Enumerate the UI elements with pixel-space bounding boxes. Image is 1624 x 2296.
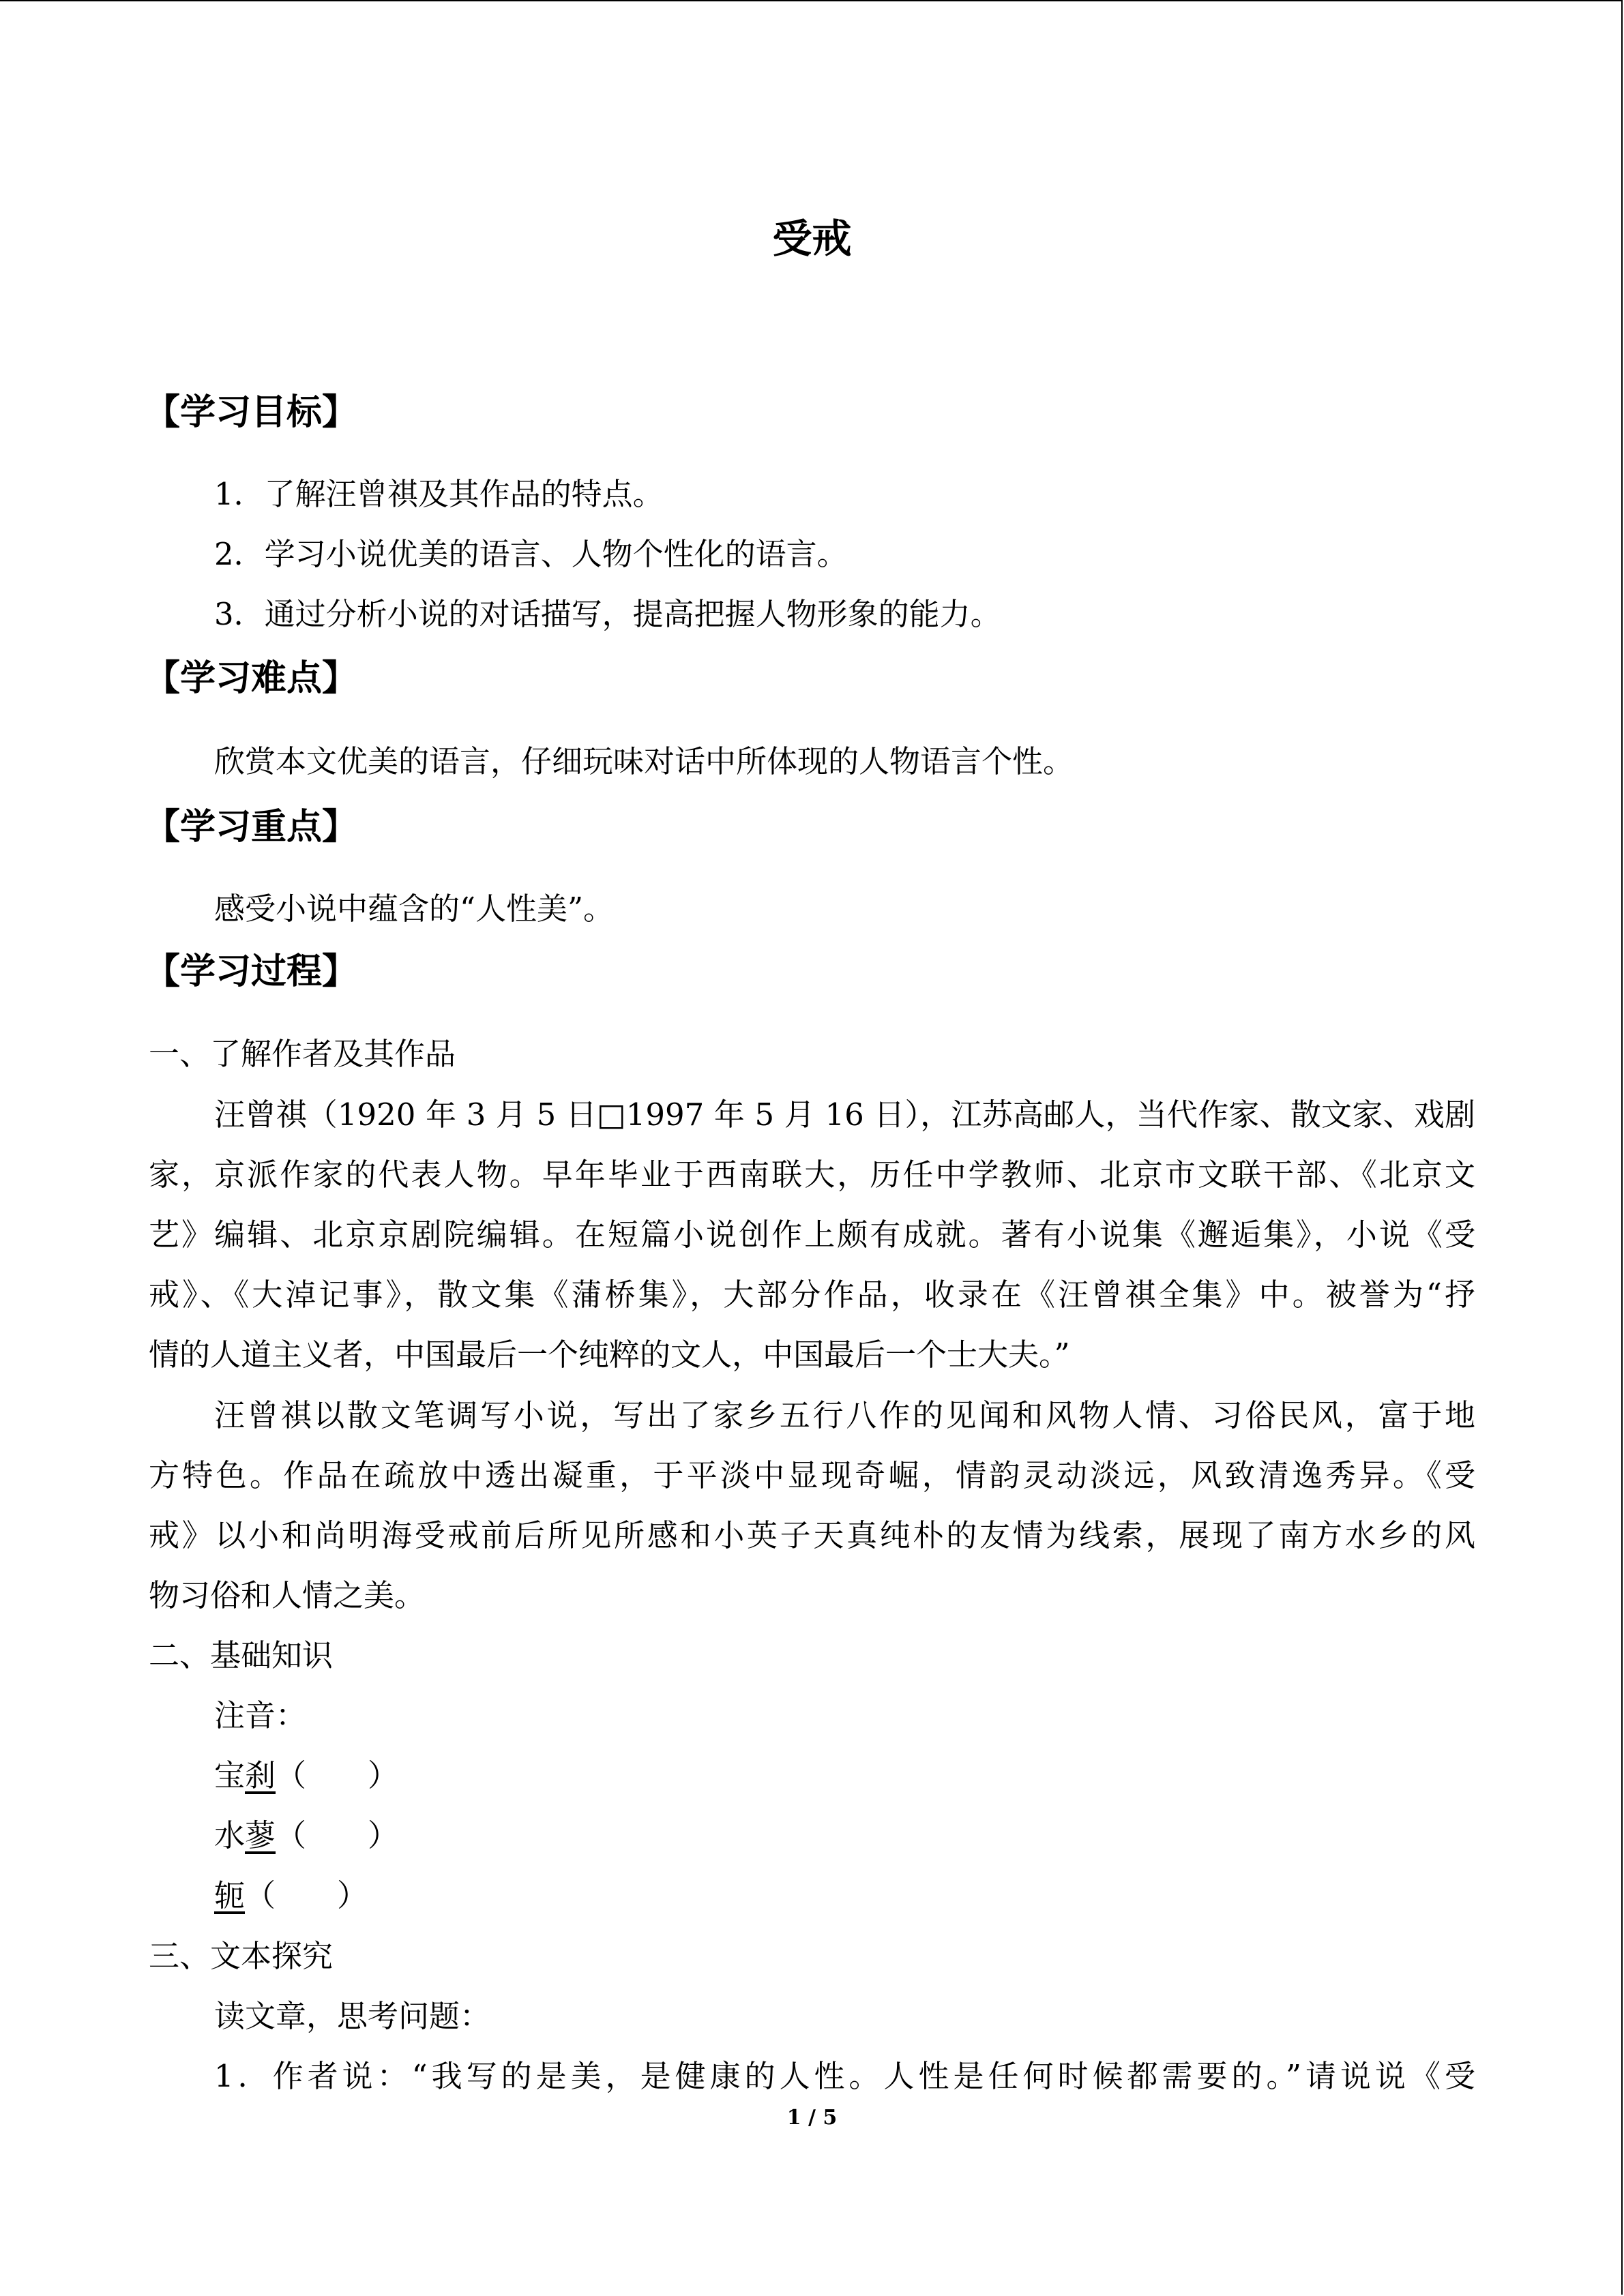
answer-blank: （ ） bbox=[276, 1757, 399, 1793]
underlined-char: 蓼 bbox=[245, 1817, 276, 1853]
heading-goals: 【学习目标】 bbox=[145, 392, 358, 433]
pinyin-item-baocha bbox=[214, 1755, 398, 1796]
heading-difficulty: 【学习难点】 bbox=[145, 658, 358, 699]
paragraph-line: 汪曾祺以散文笔调写小说，写出了家乡五行八作的见闻和风物人情、习俗民风，富于地 bbox=[214, 1397, 1475, 1433]
word-prefix: 宝 bbox=[214, 1757, 246, 1793]
goal-item: 3．通过分析小说的对话描写，提高把握人物形象的能力。 bbox=[214, 596, 1001, 632]
paragraph-line: 戒》、《大淖记事》，散文集《蒲桥集》，大部分作品，收录在《汪曾祺全集》中。被誉为“抒 bbox=[149, 1277, 1475, 1313]
goal-item: 2．学习小说优美的语言、人物个性化的语言。 bbox=[214, 536, 848, 572]
word-prefix: 水 bbox=[214, 1817, 246, 1853]
paragraph-line: 方特色。作品在疏放中透出凝重，于平淡中显现奇崛，情韵灵动淡远，风致清逸秀异。《受 bbox=[149, 1457, 1475, 1493]
page-number: 1 / 5 bbox=[786, 2106, 838, 2130]
page-title: 受戒 bbox=[772, 215, 852, 262]
paragraph-line: 艺》编辑、北京京剧院编辑。在短篇小说创作上颇有成就。著有小说集《邂逅集》，小说《受 bbox=[149, 1217, 1475, 1253]
answer-blank: （ ） bbox=[245, 1877, 368, 1913]
paragraph-line: 物习俗和人情之美。 bbox=[149, 1577, 426, 1613]
focus-text: 感受小说中蕴含的“人性美”。 bbox=[214, 891, 615, 927]
underlined-char: 轭 bbox=[214, 1877, 246, 1913]
question-1: 1．作者说：“我写的是美，是健康的人性。人性是任何时候都需要的。”请说说《受 bbox=[214, 2058, 1475, 2094]
pinyin-item-e bbox=[214, 1875, 368, 1916]
heading-focus: 【学习重点】 bbox=[145, 807, 358, 848]
paragraph-line: 家，京派作家的代表人物。早年毕业于西南联大，历任中学教师、北京市文联干部、《北京文 bbox=[149, 1157, 1475, 1193]
answer-blank: （ ） bbox=[276, 1817, 399, 1853]
pinyin-item-shuiliao bbox=[214, 1815, 398, 1856]
heading-process: 【学习过程】 bbox=[145, 951, 358, 992]
part2-title: 二、基础知识 bbox=[149, 1637, 334, 1673]
pinyin-label: 注音： bbox=[214, 1697, 307, 1733]
underlined-char: 刹 bbox=[245, 1757, 276, 1793]
difficulty-text: 欣赏本文优美的语言，仔细玩味对话中所体现的人物语言个性。 bbox=[214, 743, 1074, 779]
paragraph-line: 情的人道主义者，中国最后一个纯粹的文人，中国最后一个士大夫。” bbox=[149, 1337, 1070, 1373]
part3-title: 三、文本探究 bbox=[149, 1938, 334, 1974]
paragraph-line: 戒》以小和尚明海受戒前后所见所感和小英子天真纯朴的友情为线索，展现了南方水乡的风 bbox=[149, 1517, 1475, 1553]
part3-intro: 读文章，思考问题： bbox=[214, 1998, 491, 2034]
paragraph-line: 汪曾祺（1920 年 3 月 5 日□1997 年 5 月 16 日），江苏高邮人，当代作家、散文家、戏剧 bbox=[214, 1097, 1475, 1133]
part1-title: 一、了解作者及其作品 bbox=[149, 1036, 456, 1072]
goal-item: 1．了解汪曾祺及其作品的特点。 bbox=[214, 476, 664, 512]
